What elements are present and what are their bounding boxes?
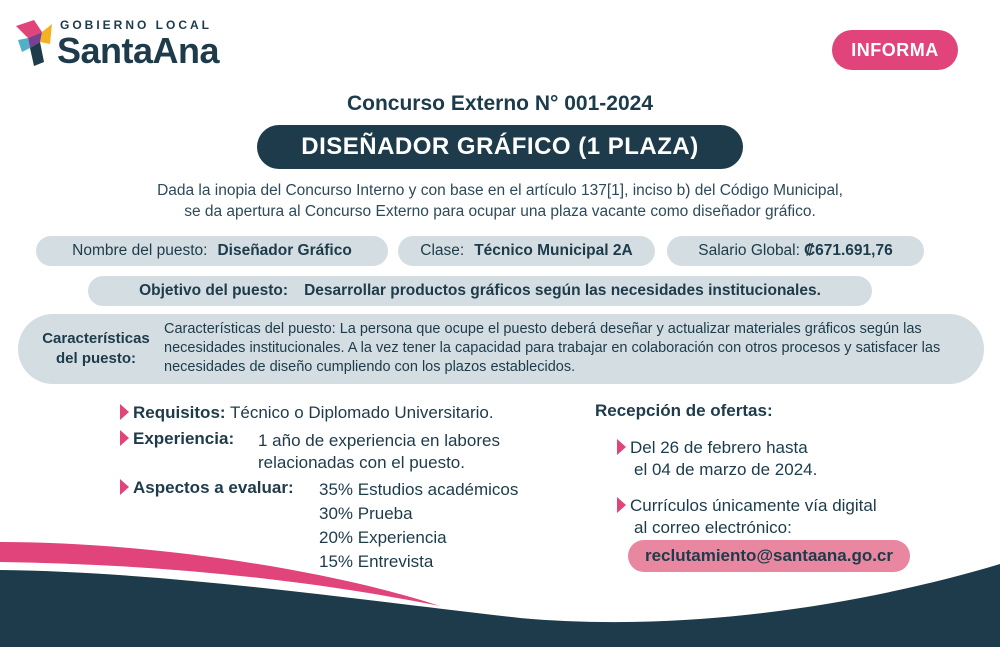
- objective-pill: [88, 276, 872, 306]
- contest-heading: Concurso Externo N° 001-2024: [346, 92, 653, 115]
- aspect-item: 20% Experiencia: [319, 528, 447, 547]
- objective-label: Objetivo del puesto:: [139, 282, 289, 299]
- requirements-item: [120, 403, 494, 423]
- requirements-value: Técnico o Diplomado Universitario.: [229, 403, 494, 422]
- characteristics-label-line-2: del puesto:: [55, 350, 136, 367]
- salary-value: ₡671.691,76: [803, 242, 893, 259]
- aspects-label: Aspectos a evaluar:: [133, 478, 294, 497]
- characteristics-text: Características del puesto: La persona que ocupe el puesto deberá deseñar y actualizar materiales gráficos según las necesidades institucionales. A la vez tener la capacidad para trabajar en colaboración con otros procesos y satisfacer las necesidades de diseño cumpliendo con los plazos establecidos.: [164, 321, 941, 375]
- logo-name: SantaAna: [57, 30, 220, 71]
- job-title: DISEÑADOR GRÁFICO (1 PLAZA): [257, 125, 743, 169]
- characteristics-box: [18, 314, 984, 384]
- arrow-bullet-icon: [120, 479, 129, 495]
- experience-value: [258, 430, 500, 474]
- arrow-bullet-icon: [120, 404, 129, 420]
- reception-cv-line-2: al correo electrónico:: [634, 518, 792, 537]
- intro-line-1: Dada la inopia del Concurso Interno y con base en el artículo 137[1], inciso b) del Código Municipal,: [157, 182, 843, 199]
- arrow-bullet-icon: [120, 430, 129, 446]
- job-name-label: Nombre del puesto:: [72, 242, 208, 259]
- experience-item: [120, 429, 234, 449]
- salary-pill: [667, 236, 924, 266]
- reception-dates: [617, 437, 817, 481]
- aspect-item: 15% Entrevista: [319, 552, 434, 571]
- intro-line-2: se da apertura al Concurso Externo para ocupar una plaza vacante como diseñador gráfico.: [184, 203, 816, 220]
- logo-mark-icon: [14, 18, 54, 70]
- job-class-pill: [398, 236, 655, 266]
- experience-line-2: relacionadas con el puesto.: [258, 453, 465, 472]
- recruitment-email-link[interactable]: reclutamiento@santaana.go.cr: [628, 540, 910, 572]
- aspects-item: [120, 478, 294, 498]
- informa-badge: INFORMA: [832, 30, 958, 70]
- job-class-value: Técnico Municipal 2A: [474, 242, 633, 259]
- requirements-label: Requisitos:: [133, 403, 226, 422]
- santa-ana-logo: [14, 16, 254, 74]
- reception-date-line-1: Del 26 de febrero hasta: [630, 438, 808, 457]
- job-name-value: Diseñador Gráfico: [217, 242, 352, 259]
- logo-top-text: GOBIERNO LOCAL: [60, 18, 212, 32]
- decorative-wave: [0, 530, 1000, 647]
- aspect-item: 30% Prueba: [319, 504, 413, 523]
- reception-cv-line-1: Currículos únicamente vía digital: [630, 496, 877, 515]
- reception-title: Recepción de ofertas:: [595, 401, 773, 420]
- experience-line-1: 1 año de experiencia en labores: [258, 431, 500, 450]
- job-name-pill: [36, 236, 388, 266]
- arrow-bullet-icon: [617, 497, 626, 513]
- aspect-item: 35% Estudios académicos: [319, 480, 519, 499]
- characteristics-label-line-1: Características: [42, 330, 150, 347]
- experience-label: Experiencia:: [133, 429, 235, 448]
- reception-date-line-2: el 04 de marzo de 2024.: [634, 460, 818, 479]
- intro-text: [60, 180, 940, 222]
- characteristics-label: [28, 329, 164, 369]
- arrow-bullet-icon: [617, 439, 626, 455]
- objective-value: Desarrollar productos gráficos según las necesidades institucionales.: [304, 282, 821, 299]
- job-class-label: Clase:: [420, 242, 465, 259]
- salary-label: Salario Global:: [698, 242, 800, 259]
